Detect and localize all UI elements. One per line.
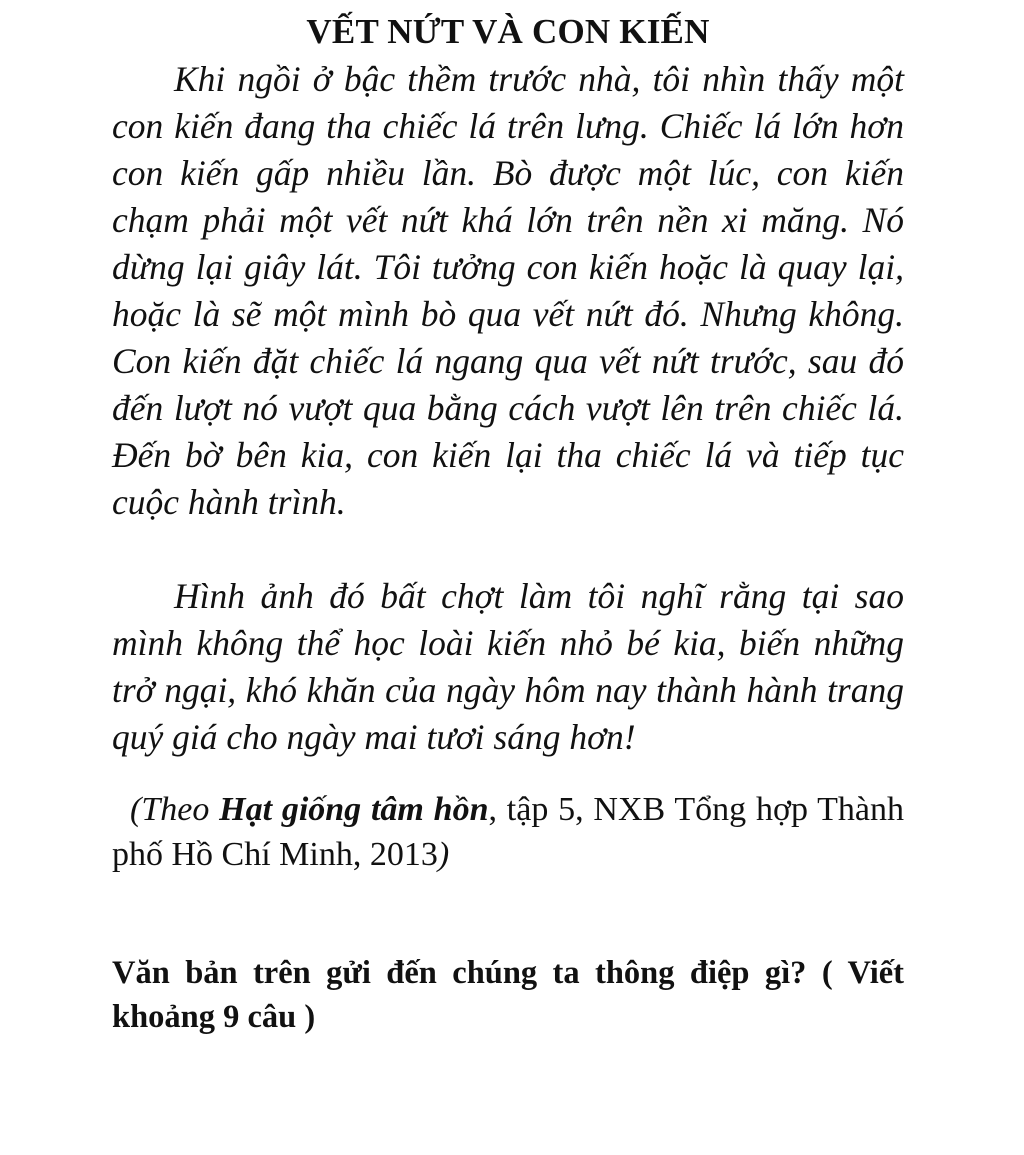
question-prompt: Văn bản trên gửi đến chúng ta thông điệp gì? ( Viết khoảng 9 câu ) [112,955,904,1035]
story-paragraph-1: Khi ngồi ở bậc thềm trước nhà, tôi nhìn thấy một con kiến đang tha chiếc lá trên lưng. Chiếc lá lớn hơn con kiến gấp nhiều lần. Bò được một lúc, con kiến chạm phải một vết nứt khá lớn trên nền xi măng. Nó dừng lại giây lát. Tôi tưởng con kiến hoặc là quay lại, hoặc là sẽ một mình bò qua vết nứt đó. Nhưng không. Con kiến đặt chiếc lá ngang qua vết nứt trước, sau đó đến lượt nó vượt qua bằng cách vượt lên trên chiếc lá. Đến bờ bên kia, con kiến lại tha chiếc lá và tiếp tục cuộc hành trình. [112,59,904,522]
story-paragraph-2: Hình ảnh đó bất chợt làm tôi nghĩ rằng tại sao mình không thể học loài kiến nhỏ bé kia, biến những trở ngại, khó khăn của ngày hôm nay thành hành trang quý giá cho ngày mai tươi sáng hơn! [112,576,904,757]
source-prefix: (Theo [130,791,220,828]
source-citation [112,787,904,877]
document-page [112,8,904,1039]
document-title: VẾT NỨT VÀ CON KIẾN [306,12,710,51]
source-details: , tập 5, NXB Tổng hợp Thành phố Hồ Chí Minh, 2013 [112,791,904,873]
source-book-title: Hạt giống tâm hồn [219,791,489,828]
source-suffix: ) [437,836,450,873]
